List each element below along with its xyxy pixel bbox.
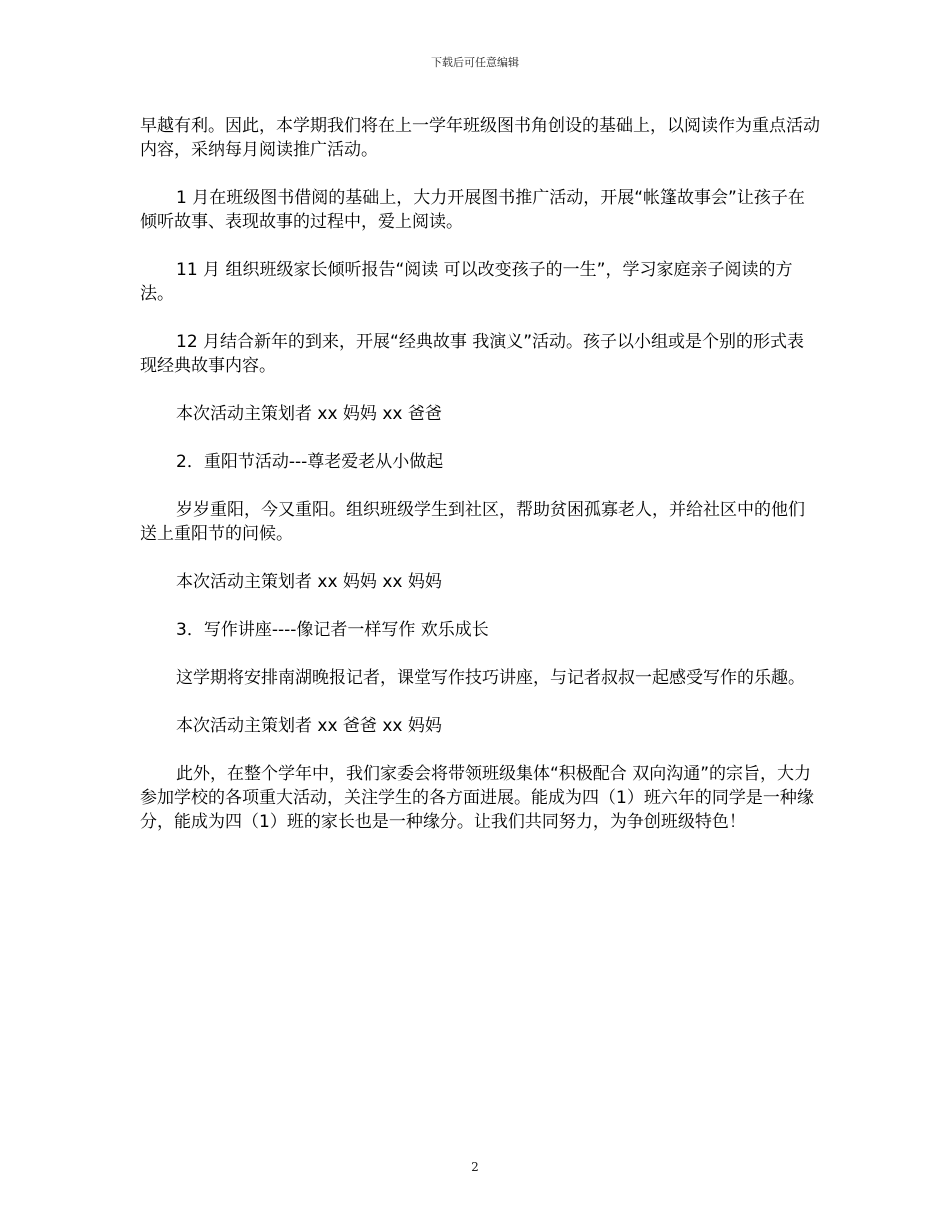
paragraph-chongyang-description: 岁岁重阳，今又重阳。组织班级学生到社区，帮助贫困孤寡老人，并给社区中的他们送上重阳节的问候。 bbox=[140, 500, 805, 544]
page-number: 2 bbox=[471, 1160, 479, 1174]
paragraph-january-activity: 1 月在班级图书借阅的基础上，大力开展图书推广活动，开展“帐篷故事会”让孩子在倾听故事、表现故事的过程中，爱上阅读。 bbox=[140, 188, 805, 232]
paragraph-planner-2: 本次活动主策划者 xx 妈妈 xx 妈妈 bbox=[176, 572, 442, 592]
document-body bbox=[140, 114, 820, 858]
paragraph-december-activity: 12 月结合新年的到来，开展“经典故事 我演义”活动。孩子以小组或是个别的形式表现经典故事内容。 bbox=[140, 332, 805, 376]
page-header: 下载后可任意编辑 bbox=[431, 56, 519, 69]
paragraph-planner-3: 本次活动主策划者 xx 爸爸 xx 妈妈 bbox=[176, 716, 442, 736]
paragraph-november-activity: 11 月 组织班级家长倾听报告“阅读 可以改变孩子的一生”，学习家庭亲子阅读的方法。 bbox=[140, 260, 793, 304]
heading-chongyang-activity: 2．重阳节活动---尊老爱老从小做起 bbox=[176, 452, 444, 472]
paragraph-writing-description: 这学期将安排南湖晚报记者，课堂写作技巧讲座，与记者叔叔一起感受写作的乐趣。 bbox=[176, 668, 805, 688]
paragraph-intro-continued: 早越有利。因此，本学期我们将在上一学年班级图书角创设的基础上，以阅读作为重点活动内容，采纳每月阅读推广活动。 bbox=[140, 116, 820, 160]
paragraph-closing: 此外，在整个学年中，我们家委会将带领班级集体“积极配合 双向沟通”的宗旨，大力参加学校的各项重大活动，关注学生的各方面进展。能成为四（1）班六年的同学是一种缘分，能成为四（1）班的家长也是一种缘分。让我们共同努力，为争创班级特色！ bbox=[140, 764, 814, 832]
heading-writing-lecture: 3．写作讲座----像记者一样写作 欢乐成长 bbox=[176, 620, 489, 640]
paragraph-planner-1: 本次活动主策划者 xx 妈妈 xx 爸爸 bbox=[176, 404, 442, 424]
